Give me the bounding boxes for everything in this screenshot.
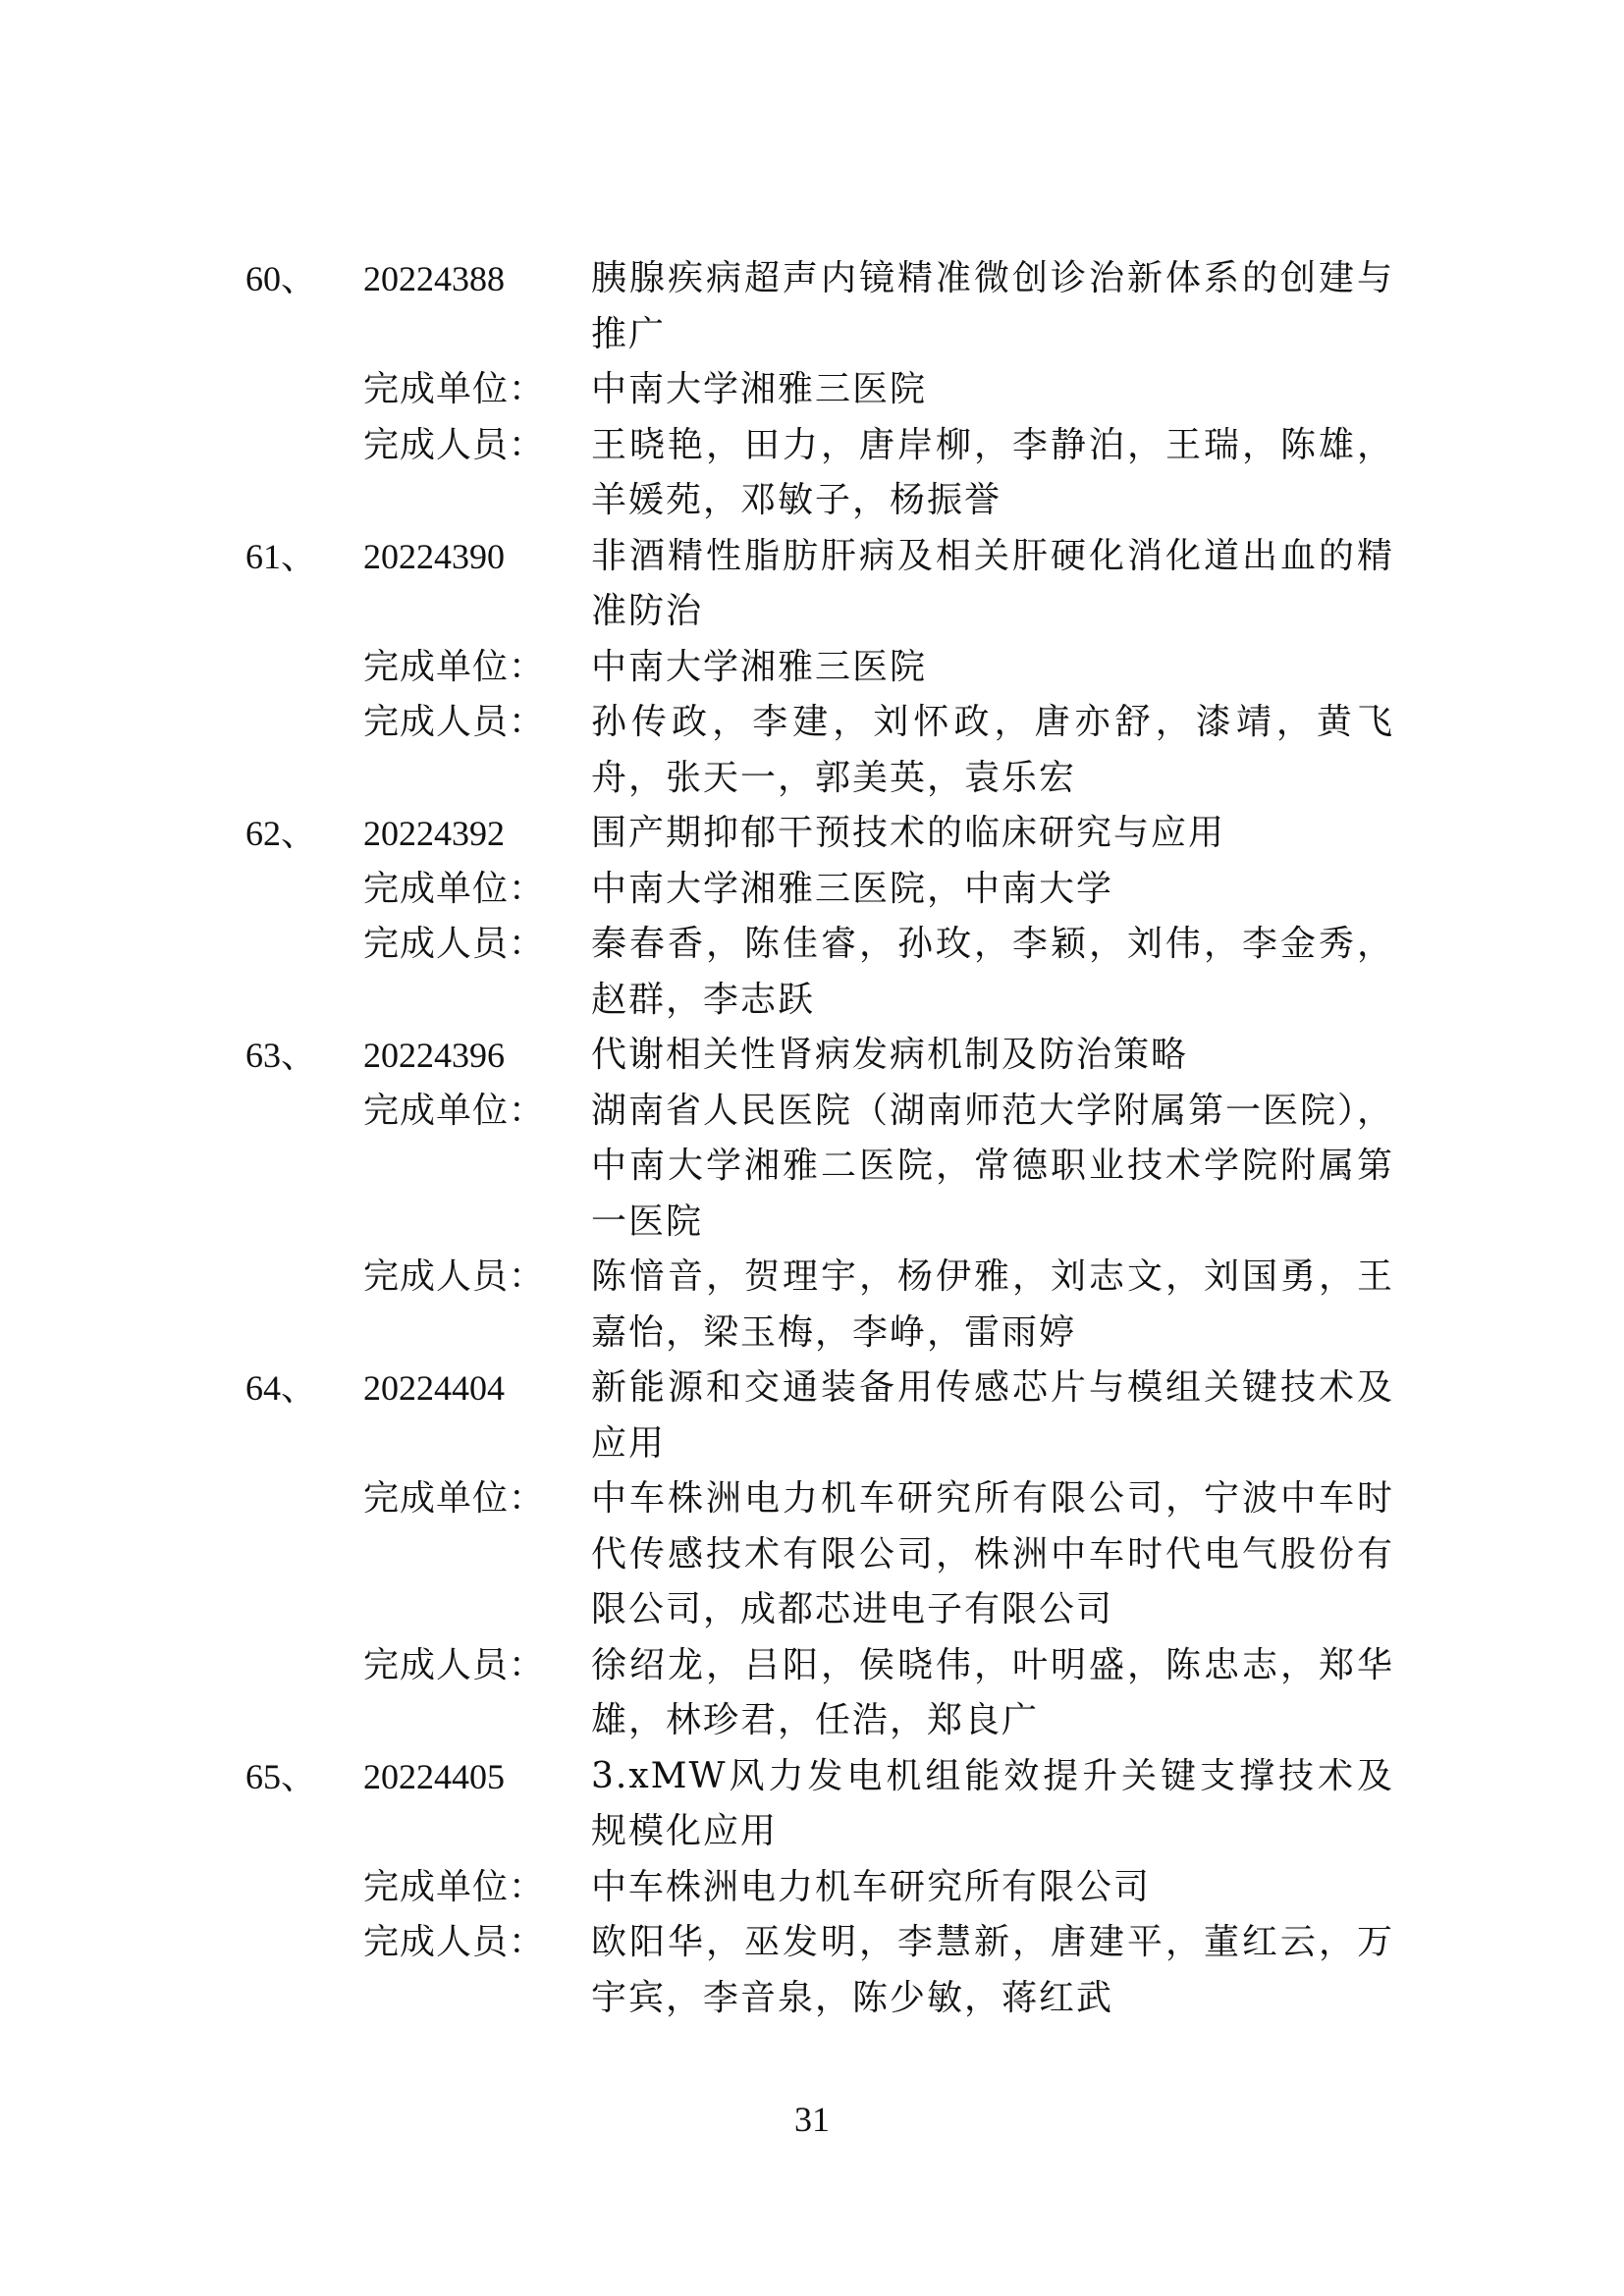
entry-title: 胰腺疾病超声内镜精准微创诊治新体系的创建与推广 [591,258,1394,354]
people-value: 徐绍龙，吕阳，侯晓伟，叶明盛，陈忠志，郑华雄，林珍君，任浩，郑良广 [591,1644,1394,1740]
entry-code: 20224404 [363,1368,505,1408]
award-entry [245,1749,1394,2027]
unit-label: 完成单位： [363,1866,546,1907]
unit-value: 中车株洲电力机车研究所有限公司 [591,1866,1152,1907]
award-entry [245,529,1394,807]
unit-value: 中车株洲电力机车研究所有限公司，宁波中车时代传感技术有限公司，株洲中车时代电气股份有限公司，成都芯进电子有限公司 [591,1478,1394,1629]
unit-label: 完成单位： [363,868,546,909]
people-label: 完成人员： [363,424,546,465]
unit-label: 完成单位： [363,646,546,687]
entry-title: 3.xMW风力发电机组能效提升关键支撑技术及规模化应用 [591,1755,1394,1851]
people-label: 完成人员： [363,1256,546,1297]
unit-label: 完成单位： [363,369,546,409]
entry-title: 新能源和交通装备用传感芯片与模组关键技术及应用 [591,1367,1394,1464]
unit-label: 完成单位： [363,1090,546,1131]
people-label: 完成人员： [363,702,546,742]
award-list [245,251,1394,2026]
entry-title: 代谢相关性肾病发病机制及防治策略 [591,1035,1189,1075]
unit-value: 中南大学湘雅三医院，中南大学 [591,868,1114,909]
entry-code: 20224390 [363,536,505,576]
people-value: 陈愔音，贺理宇，杨伊雅，刘志文，刘国勇，王嘉怡，梁玉梅，李峥，雷雨婷 [591,1256,1394,1353]
entry-number: 65、 [245,1756,317,1796]
award-entry [245,251,1394,529]
unit-value: 中南大学湘雅三医院 [591,369,928,409]
page-number: 31 [794,2100,830,2139]
entry-code: 20224396 [363,1036,505,1075]
award-entry [245,1028,1394,1361]
entry-number: 62、 [245,814,317,853]
entry-title: 围产期抑郁干预技术的临床研究与应用 [591,813,1226,853]
people-label: 完成人员： [363,1644,546,1685]
people-value: 孙传政，李建，刘怀政，唐亦舒，漆靖，黄飞舟，张天一，郭美英，袁乐宏 [591,702,1394,798]
entry-code: 20224392 [363,814,505,853]
entry-code: 20224405 [363,1756,505,1796]
award-entry [245,806,1394,1028]
entry-number: 61、 [245,536,317,576]
unit-value: 中南大学湘雅三医院 [591,646,928,687]
entry-number: 63、 [245,1036,317,1075]
people-value: 王晓艳，田力，唐岸柳，李静泊，王瑞，陈雄，羊媛苑，邓敏子，杨振誉 [591,424,1394,520]
people-value: 秦春香，陈佳睿，孙玫，李颖，刘伟，李金秀，赵群，李志跃 [591,924,1394,1020]
unit-value: 湖南省人民医院（湖南师范大学附属第一医院），中南大学湘雅二医院，常德职业技术学院附属第一医院 [591,1090,1395,1242]
entry-number: 64、 [245,1368,317,1408]
entry-title: 非酒精性脂肪肝病及相关肝硬化消化道出血的精准防治 [591,535,1394,631]
people-label: 完成人员： [363,924,546,964]
people-value: 欧阳华，巫发明，李慧新，唐建平，董红云，万宇宾，李音泉，陈少敏，蒋红武 [591,1922,1394,2018]
entry-code: 20224388 [363,259,505,298]
unit-label: 完成单位： [363,1478,546,1519]
people-label: 完成人员： [363,1922,546,1962]
entry-number: 60、 [245,259,317,298]
award-entry [245,1361,1394,1749]
